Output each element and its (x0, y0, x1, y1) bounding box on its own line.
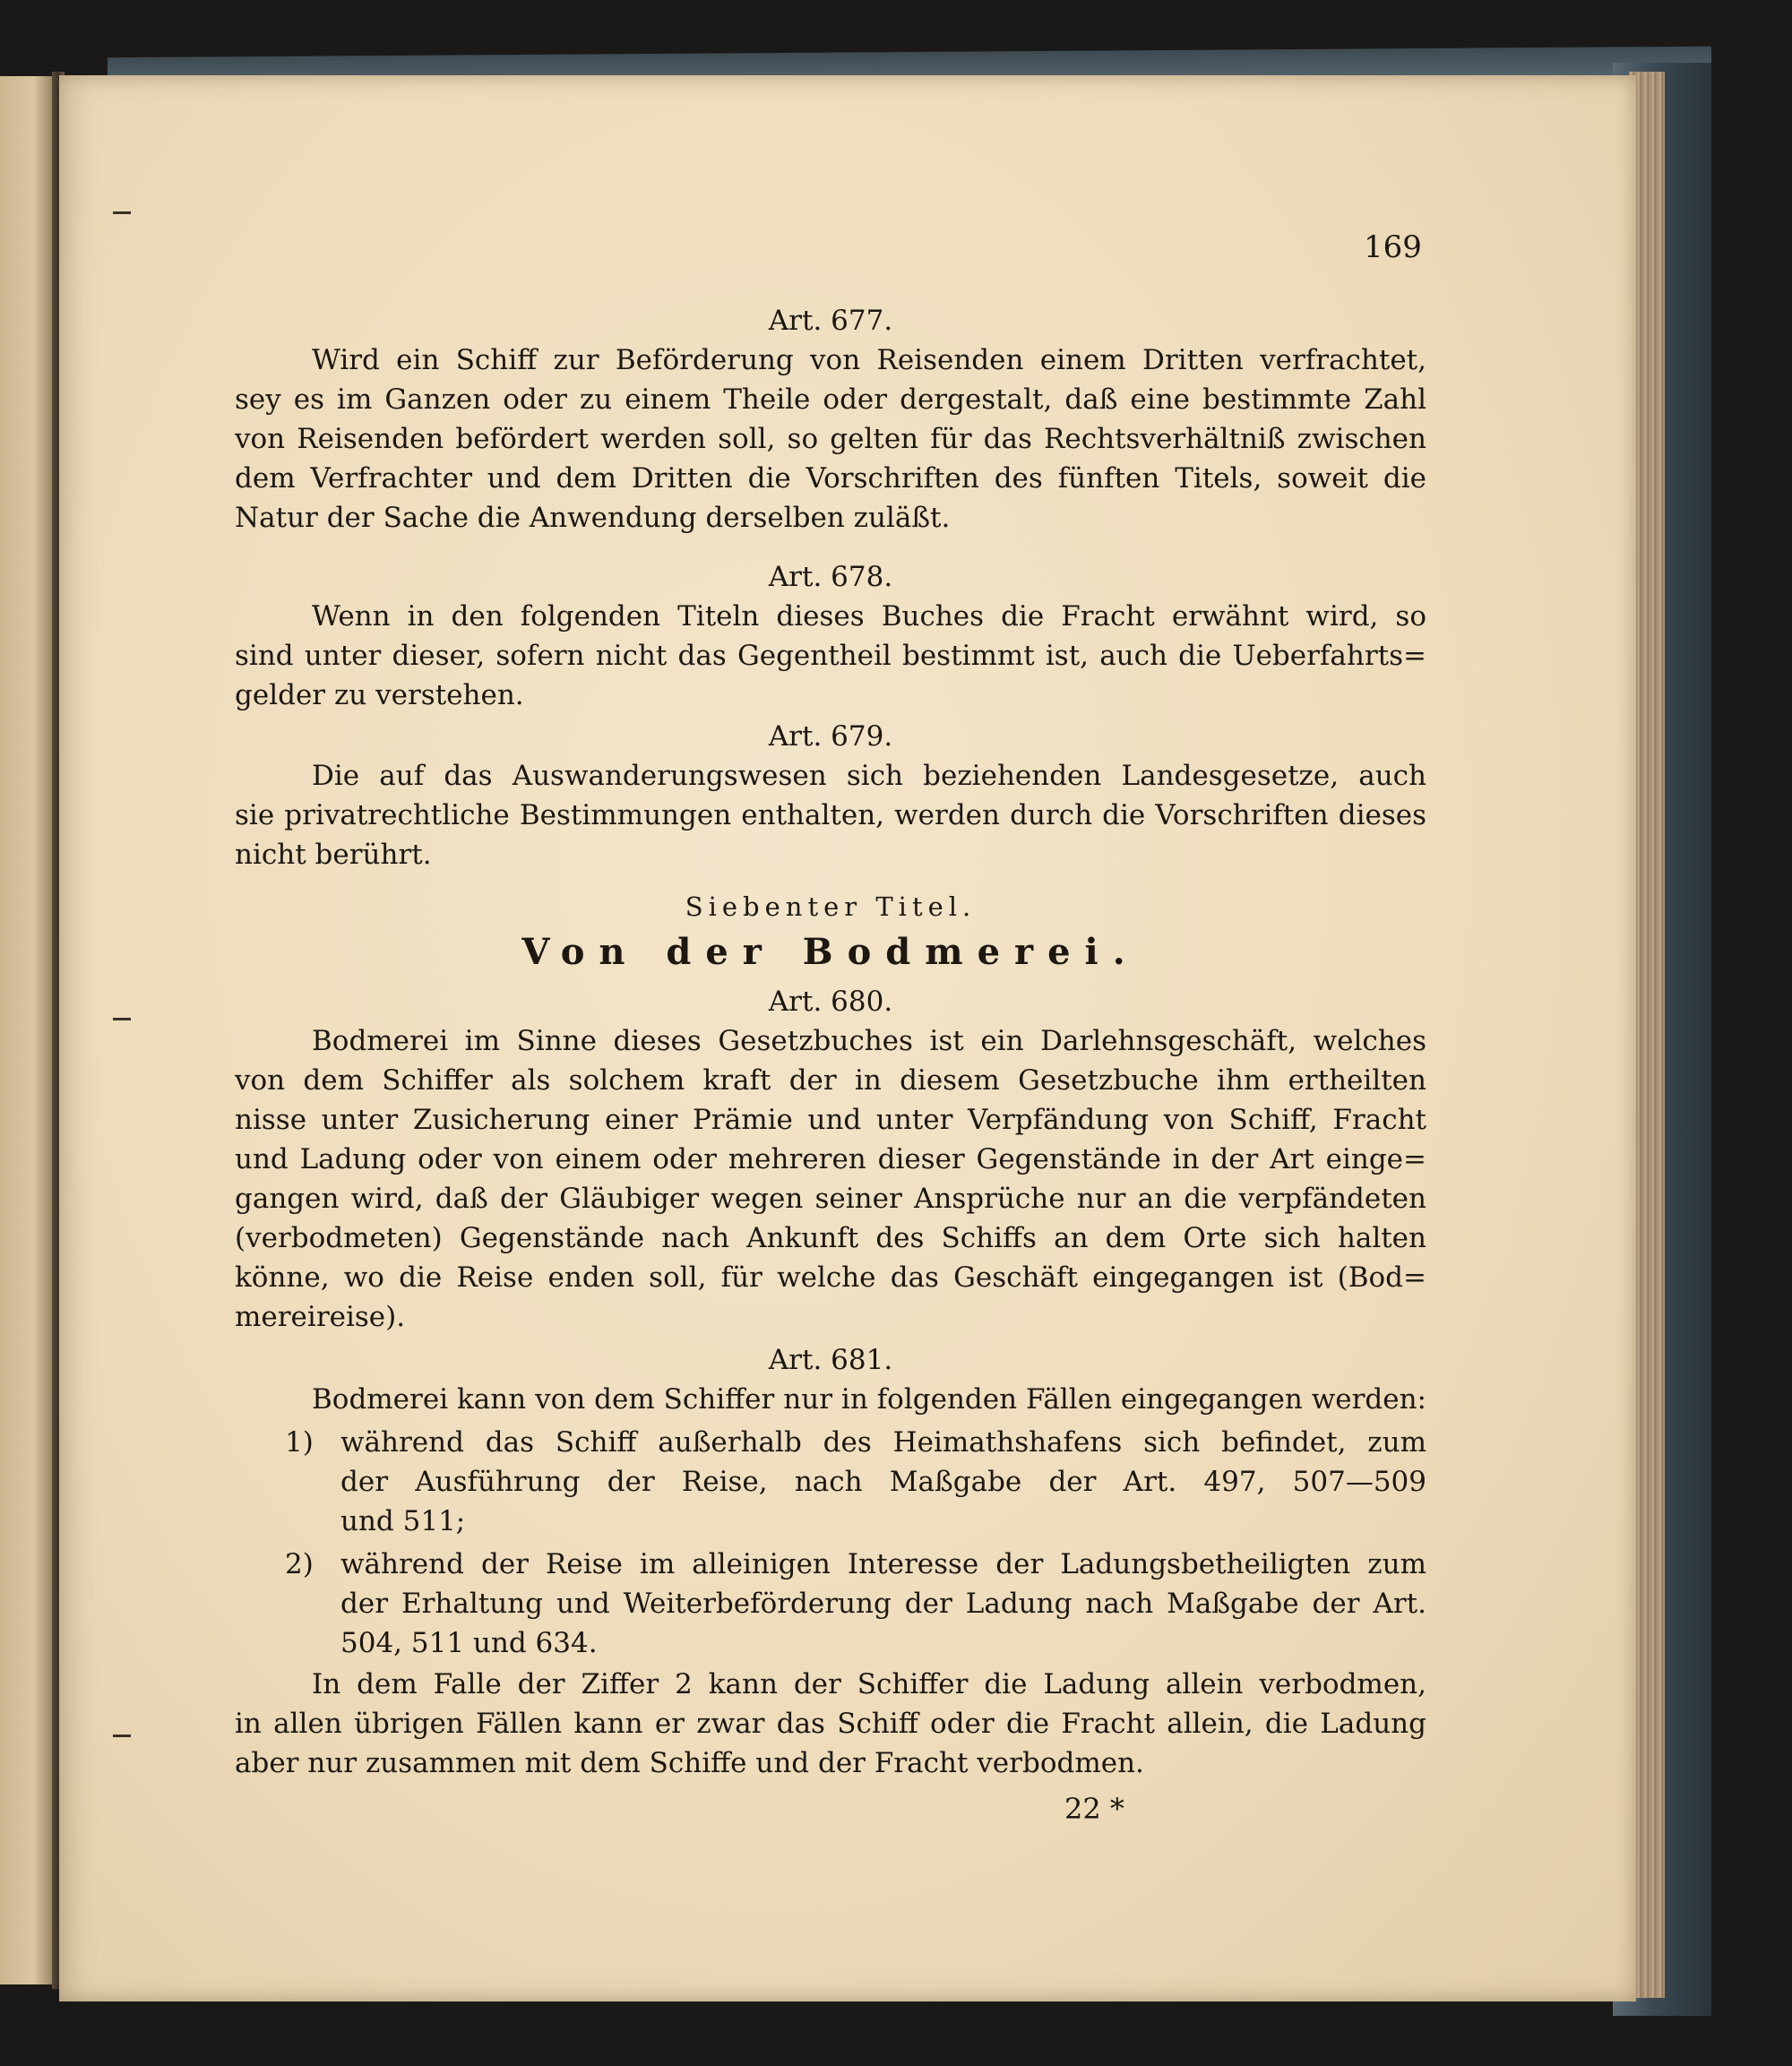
paragraph-line: sie privatrechtliche Bestimmungen enthalten, werden durch die Vorschriften dieses (235, 799, 1426, 831)
paragraph-line: gelder zu verstehen. (235, 679, 524, 711)
paragraph-line: dem Verfrachter und dem Dritten die Vorschriften des fünften Titels, soweit die (235, 462, 1426, 495)
article-heading: Art. 677. (768, 305, 893, 337)
list-item-line: der Ausführung der Reise, nach Maßgabe der Art. 497, 507—509 (340, 1466, 1426, 1498)
paragraph-line: sey es im Ganzen oder zu einem Theile oder dergestalt, daß eine bestimmte Zahl (235, 383, 1426, 416)
article-heading: Art. 678. (768, 561, 893, 593)
printer-signature-mark: 22 * (1064, 1792, 1124, 1826)
paragraph-line: könne, wo die Reise enden soll, für welche das Geschäft eingegangen ist (Bod= (235, 1261, 1426, 1294)
article-heading: Art. 680. (768, 986, 893, 1018)
article-heading: Art. 681. (768, 1344, 893, 1376)
list-number: 2) (285, 1548, 314, 1580)
paragraph-line: von Reisenden befördert werden soll, so gelten für das Rechtsverhältniß zwischen (235, 423, 1426, 455)
paragraph-line: Wenn in den folgenden Titeln dieses Buches die Fracht erwähnt wird, so (312, 600, 1426, 633)
list-item-line: der Erhaltung und Weiterbeförderung der Ladung nach Maßgabe der Art. (340, 1588, 1426, 1620)
section-title: Von der Bodmerei. (521, 931, 1140, 973)
paragraph-line: In dem Falle der Ziffer 2 kann der Schiffer die Ladung allein verbodmen, (312, 1668, 1426, 1700)
paragraph-line: mereireise). (235, 1301, 406, 1333)
paragraph-line: gangen wird, daß der Gläubiger wegen seiner Ansprüche nur an die verpfändeten (235, 1183, 1426, 1215)
left-page-sliver (0, 76, 56, 1984)
paragraph-line: in allen übrigen Fällen kann er zwar das Schiff oder die Fracht allein, die Ladung (235, 1708, 1426, 1740)
paragraph-line: Bodmerei im Sinne dieses Gesetzbuches ist ein Darlehnsgeschäft, welches (312, 1025, 1426, 1057)
list-item-line: während der Reise im alleinigen Interesse der Ladungsbetheiligten zum (340, 1548, 1426, 1580)
page-number: 169 (1364, 229, 1422, 265)
paragraph-line: sind unter dieser, sofern nicht das Gegentheil bestimmt ist, auch die Ueberfahrts= (235, 640, 1426, 672)
paragraph-line: nicht berührt. (235, 839, 432, 871)
paragraph-line: Natur der Sache die Anwendung derselben zuläßt. (235, 502, 951, 534)
paragraph-line: Wird ein Schiff zur Beförderung von Reisenden einem Dritten verfrachtet, (312, 344, 1426, 376)
paragraph-line: aber nur zusammen mit dem Schiffe und der Fracht verbodmen. (235, 1747, 1144, 1779)
paragraph-line: (verbodmeten) Gegenstände nach Ankunft des Schiffs an dem Orte sich halten (235, 1222, 1426, 1254)
margin-mark (113, 211, 131, 214)
list-number: 1) (285, 1426, 314, 1459)
paragraph-line: Bodmerei kann von dem Schiffer nur in folgenden Fällen eingegangen werden: (312, 1383, 1426, 1416)
list-item-line: und 511; (340, 1505, 466, 1537)
paragraph-line: von dem Schiffer als solchem kraft der in diesem Gesetzbuche ihm ertheilten (235, 1064, 1426, 1097)
margin-mark (113, 1018, 131, 1020)
paragraph-line: Die auf das Auswanderungswesen sich beziehenden Landesgesetze, auch (312, 760, 1426, 792)
list-item-line: während das Schiff außerhalb des Heimathshafens sich befindet, zum (340, 1426, 1426, 1459)
paragraph-line: und Ladung oder von einem oder mehreren dieser Gegenstände in der Art einge= (235, 1143, 1426, 1175)
list-item-line: 504, 511 und 634. (340, 1627, 598, 1659)
margin-mark (113, 1735, 131, 1737)
paragraph-line: nisse unter Zusicherung einer Prämie und unter Verpfändung von Schiff, Fracht (235, 1104, 1426, 1136)
section-subtitle: Siebenter Titel. (685, 891, 977, 922)
article-heading: Art. 679. (768, 720, 893, 753)
